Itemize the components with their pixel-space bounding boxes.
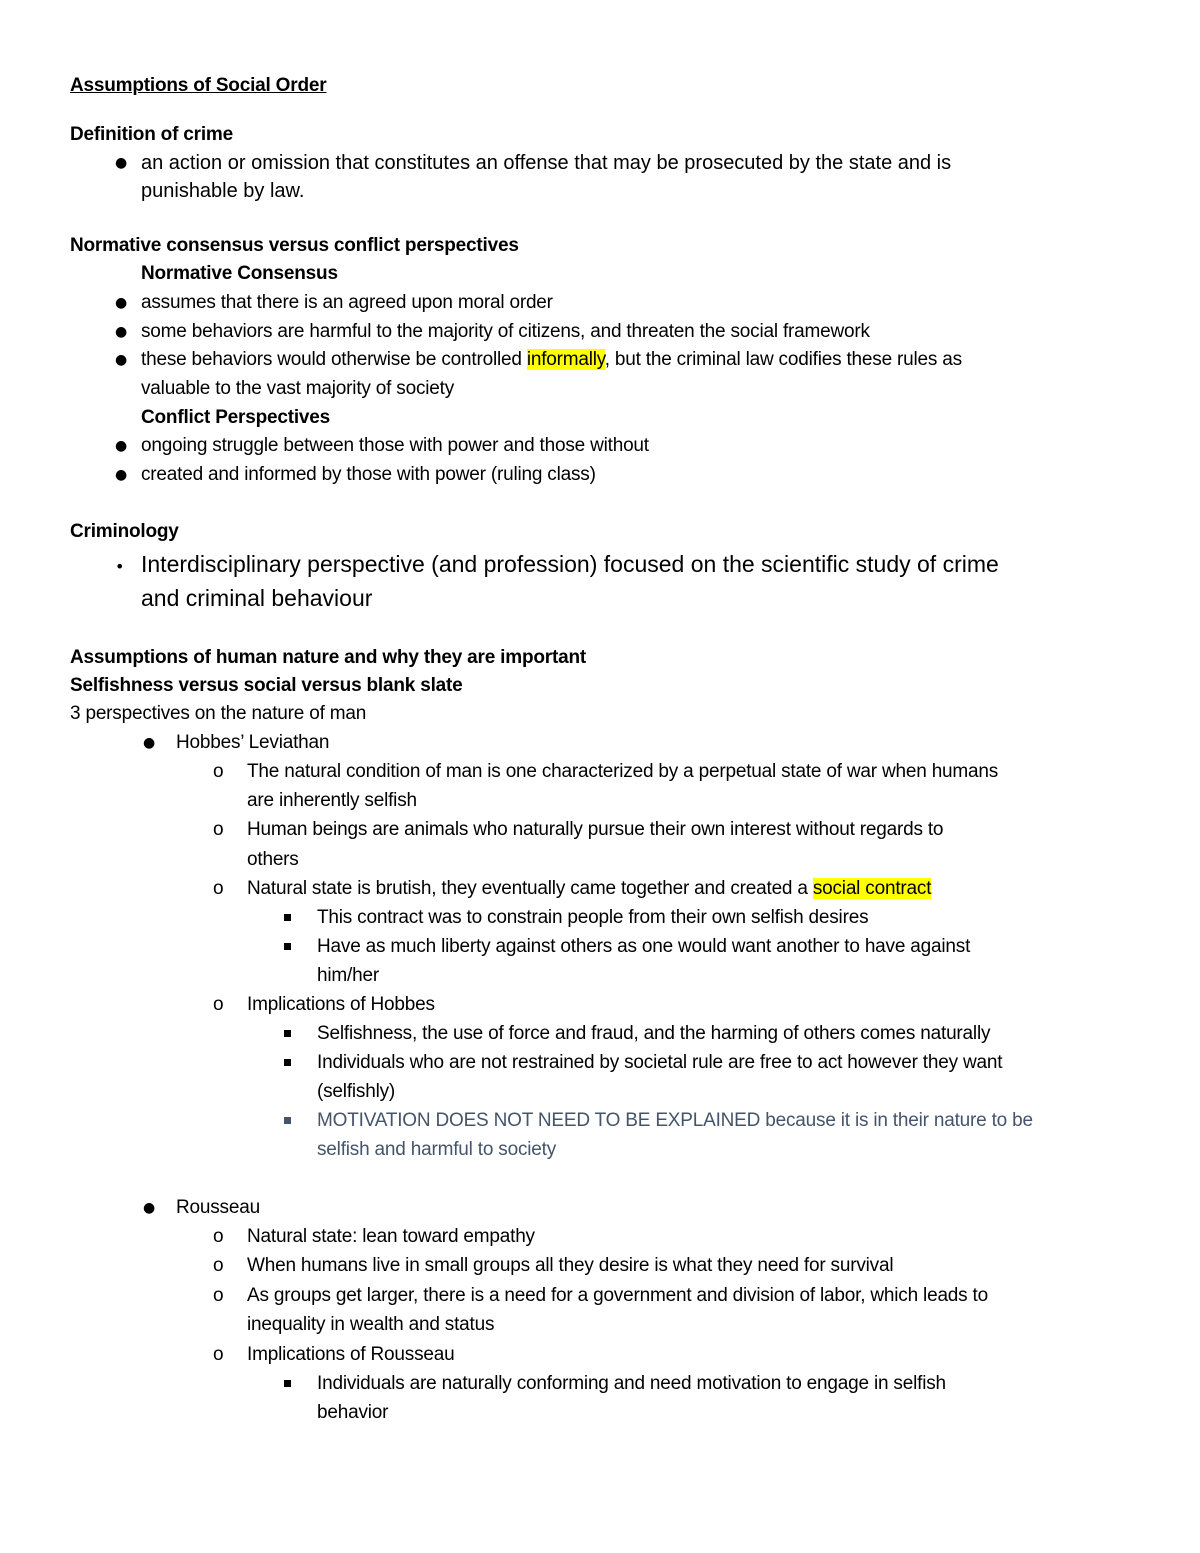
circle-bullet-icon: o <box>213 819 224 840</box>
normative-consensus-subheading: Normative Consensus <box>141 263 338 284</box>
definition-of-crime-heading: Definition of crime <box>70 124 233 145</box>
perspectives-intro: 3 perspectives on the nature of man <box>70 703 367 724</box>
rousseau-implication-1: Individuals are naturally conforming and need motivation to engage in selfish <box>317 1373 946 1394</box>
rousseau-label: Rousseau <box>176 1197 260 1218</box>
highlight-informally: informally <box>526 349 605 370</box>
circle-bullet-icon: o <box>213 1344 224 1365</box>
circle-bullet-icon: o <box>213 761 224 782</box>
contract-detail-1: This contract was to constrain people from their own selfish desires <box>317 907 869 928</box>
contract-detail-2: Have as much liberty against others as one would want another to have against <box>317 936 971 957</box>
contract-detail-2-line-2: him/her <box>317 965 379 986</box>
rousseau-implications: Implications of Rousseau <box>247 1344 455 1365</box>
criminology-heading: Criminology <box>70 521 179 542</box>
square-bullet-icon <box>284 943 291 950</box>
rousseau-point-3: As groups get larger, there is a need for a government and division of labor, which leads to <box>247 1285 988 1306</box>
hobbes-point-1: The natural condition of man is one characterized by a perpetual state of war when humans <box>247 761 999 782</box>
highlight-social-contract: social contract <box>812 878 932 899</box>
bullet-icon: ● <box>143 735 156 751</box>
rousseau-point-1: Natural state: lean toward empathy <box>247 1226 535 1247</box>
document-title: Assumptions of Social Order <box>70 75 327 96</box>
normative-heading: Normative consensus versus conflict perspectives <box>70 235 519 256</box>
hobbes-implication-1: Selfishness, the use of force and fraud, and the harming of others comes naturally <box>317 1023 991 1044</box>
hobbes-point-3-start: Natural state is brutish, they eventually came together and created a <box>247 878 813 899</box>
bullet-icon: ● <box>115 438 128 454</box>
crime-definition-line-2: punishable by law. <box>141 180 305 202</box>
hobbes-point-2: Human beings are animals who naturally pursue their own interest without regards to <box>247 819 944 840</box>
criminology-line-2: and criminal behaviour <box>141 585 373 611</box>
hobbes-point-3 <box>247 875 931 903</box>
circle-bullet-icon: o <box>213 878 224 899</box>
bullet-icon: ● <box>115 352 128 368</box>
square-bullet-icon <box>284 1059 291 1066</box>
bullet-icon: • <box>115 557 125 576</box>
consensus-item-2: some behaviors are harmful to the majority of citizens, and threaten the social framework <box>141 321 870 342</box>
selfishness-heading: Selfishness versus social versus blank slate <box>70 675 463 696</box>
square-bullet-icon <box>284 914 291 921</box>
hobbes-implication-3-line-2: selfish and harmful to society <box>317 1139 557 1160</box>
hobbes-implication-2-line-2: (selfishly) <box>317 1081 396 1102</box>
circle-bullet-icon: o <box>213 1226 224 1247</box>
square-bullet-icon <box>284 1030 291 1037</box>
bullet-icon: ● <box>115 467 128 483</box>
conflict-item-1: ongoing struggle between those with power and those without <box>141 435 649 456</box>
circle-bullet-icon: o <box>213 994 224 1015</box>
bullet-icon: ● <box>115 155 128 171</box>
rousseau-point-3-line-2: inequality in wealth and status <box>247 1314 495 1335</box>
hobbes-point-1-line-2: are inherently selfish <box>247 790 417 811</box>
consensus-item-3-end: , but the criminal law codifies these rules as <box>604 349 962 370</box>
hobbes-label: Hobbes’ Leviathan <box>176 732 330 753</box>
circle-bullet-icon: o <box>213 1255 224 1276</box>
hobbes-implication-2: Individuals who are not restrained by societal rule are free to act however they want <box>317 1052 1003 1073</box>
consensus-item-3 <box>141 346 962 374</box>
consensus-item-3-line-2: valuable to the vast majority of society <box>141 378 455 399</box>
hobbes-implication-3: MOTIVATION DOES NOT NEED TO BE EXPLAINED because it is in their nature to be <box>317 1110 1033 1131</box>
crime-definition-line-1: an action or omission that constitutes an offense that may be prosecuted by the state and is <box>141 152 952 174</box>
bullet-icon: ● <box>115 324 128 340</box>
circle-bullet-icon: o <box>213 1285 224 1306</box>
hobbes-point-2-line-2: others <box>247 849 299 870</box>
rousseau-implication-1-line-2: behavior <box>317 1402 389 1423</box>
square-bullet-icon <box>284 1117 291 1124</box>
conflict-perspectives-subheading: Conflict Perspectives <box>141 407 331 428</box>
rousseau-point-2: When humans live in small groups all they desire is what they need for survival <box>247 1255 894 1276</box>
criminology-line-1: Interdisciplinary perspective (and profession) focused on the scientific study of crime <box>141 551 999 577</box>
bullet-icon: ● <box>143 1200 156 1216</box>
consensus-item-1: assumes that there is an agreed upon moral order <box>141 292 553 313</box>
square-bullet-icon <box>284 1380 291 1387</box>
bullet-icon: ● <box>115 295 128 311</box>
human-nature-heading: Assumptions of human nature and why they are important <box>70 647 586 668</box>
conflict-item-2: created and informed by those with power (ruling class) <box>141 464 596 485</box>
hobbes-implications: Implications of Hobbes <box>247 994 435 1015</box>
consensus-item-3-start: these behaviors would otherwise be controlled <box>141 349 527 370</box>
